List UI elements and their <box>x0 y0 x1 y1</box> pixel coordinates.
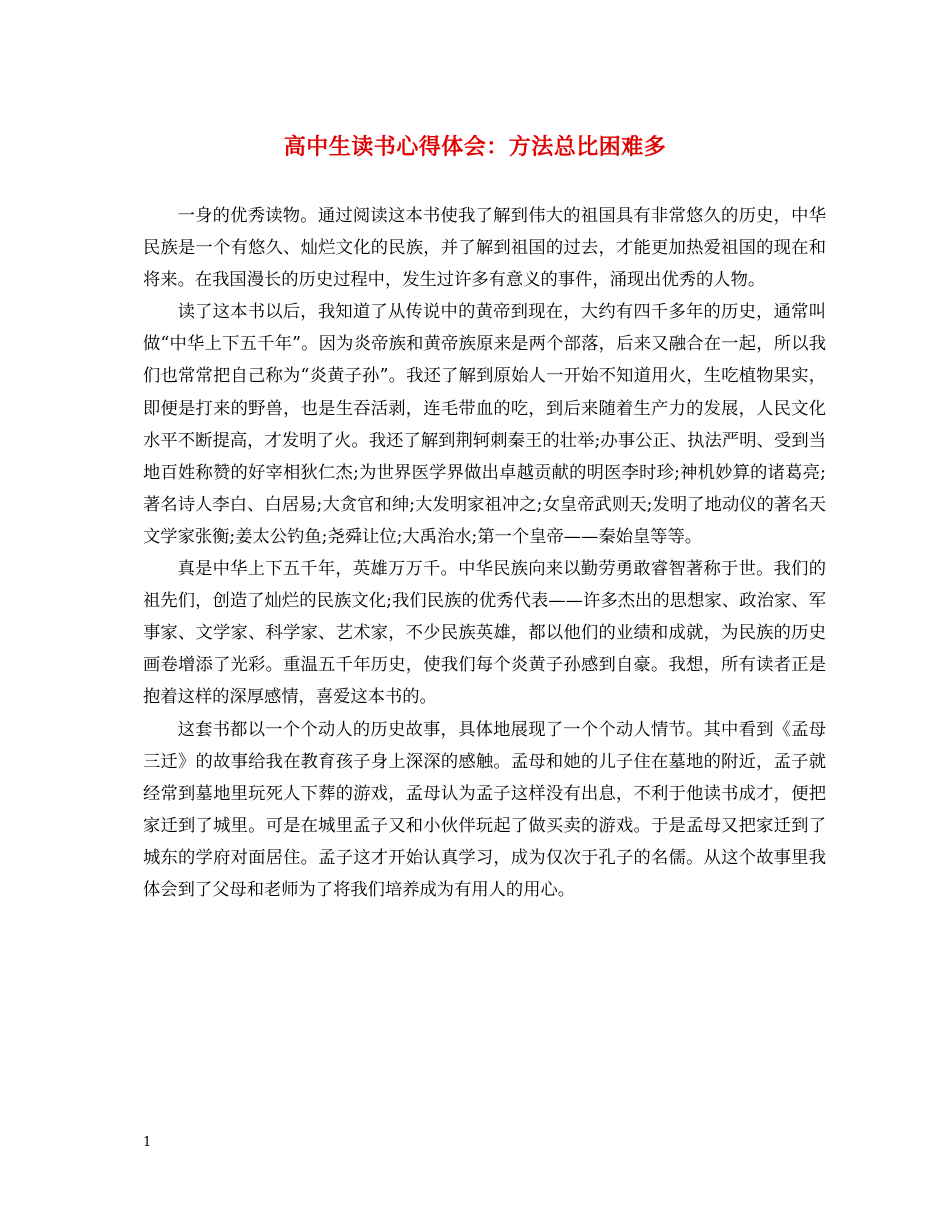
document-title: 高中生读书心得体会：方法总比困难多 <box>283 134 667 160</box>
document-body <box>143 200 826 906</box>
paragraph: 一身的优秀读物。通过阅读这本书使我了解到伟大的祖国具有非常悠久的历史，中华民族是一个有悠久、灿烂文化的民族，并了解到祖国的过去，才能更加热爱祖国的现在和将来。在我国漫长的历史过程中，发生过许多有意义的事件，涌现出优秀的人物。 <box>143 206 826 291</box>
paragraph: 这套书都以一个个动人的历史故事，具体地展现了一个个动人情节。其中看到《孟母三迁》的故事给我在教育孩子身上深深的感触。孟母和她的儿子住在墓地的附近，孟子就经常到墓地里玩死人下葬的游戏，孟母认为孟子这样没有出息，不利于他读书成才，便把家迁到了城里。可是在城里孟子又和小伙伴玩起了做买卖的游戏。于是孟母又把家迁到了城东的学府对面居住。孟子这才开始认真学习，成为仅次于孔子的名儒。从这个故事里我体会到了父母和老师为了将我们培养成为有用人的用心。 <box>143 719 826 900</box>
paragraph: 读了这本书以后，我知道了从传说中的黄帝到现在，大约有四千多年的历史，通常叫做“中华上下五千年”。因为炎帝族和黄帝族原来是两个部落，后来又融合在一起，所以我们也常常把自己称为“炎黄子孙”。我还了解到原始人一开始不知道用火，生吃植物果实，即便是打来的野兽，也是生吞活剥，连毛带血的吃，到后来随着生产力的发展，人民文化水平不断提高，才发明了火。我还了解到荆轲刺秦王的壮举;办事公正、执法严明、受到当地百姓称赞的好宰相狄仁杰;为世界医学界做出卓越贡献的明医李时珍;神机妙算的诸葛亮;著名诗人李白、白居易;大贪官和绅;大发明家祖冲之;女皇帝武则天;发明了地动仪的著名天文学家张衡;姜太公钓鱼;尧舜让位;大禹治水;第一个皇帝——秦始皇等等。 <box>143 302 826 547</box>
paragraph: 真是中华上下五千年，英雄万万千。中华民族向来以勤劳勇敢睿智著称于世。我们的祖先们，创造了灿烂的民族文化;我们民族的优秀代表——许多杰出的思想家、政治家、军事家、文学家、科学家、艺术家，不少民族英雄，都以他们的业绩和成就，为民族的历史画卷增添了光彩。重温五千年历史，使我们每个炎黄子孙感到自豪。我想，所有读者正是抱着这样的深厚感情，喜爱这本书的。 <box>143 559 826 708</box>
page-number: 1 <box>143 1135 152 1150</box>
